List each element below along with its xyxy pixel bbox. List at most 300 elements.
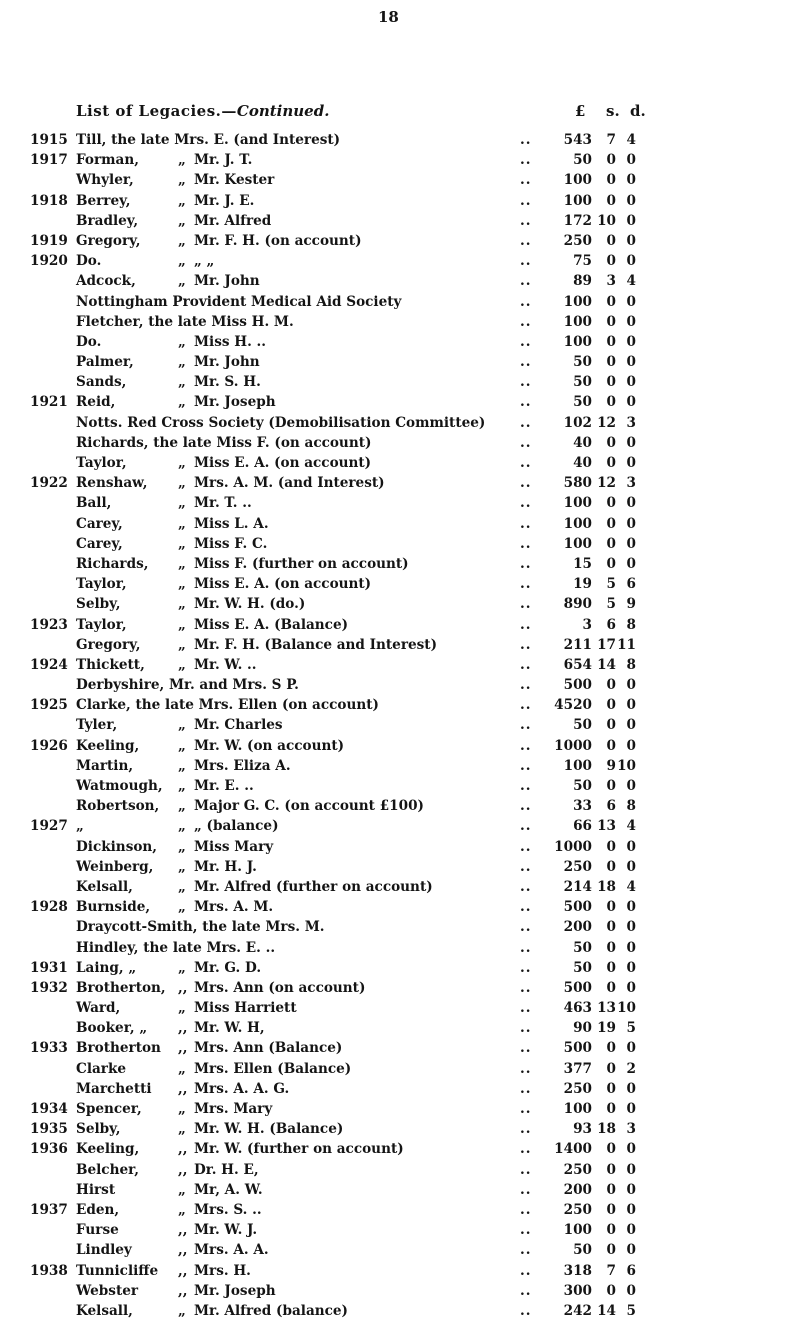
leader-dots: .. bbox=[520, 1121, 532, 1138]
leader-dots: .. bbox=[520, 1101, 532, 1117]
row-surname: Tyler, bbox=[76, 717, 118, 734]
row-year: 1931 bbox=[30, 959, 68, 976]
row-ditto-mark: „ bbox=[178, 475, 186, 492]
row-legatee: Miss L. A. bbox=[194, 515, 269, 532]
row-pounds: 50 bbox=[573, 394, 592, 411]
leader-dots: .. bbox=[520, 979, 532, 996]
row-pounds: 250 bbox=[563, 1161, 592, 1178]
table-row bbox=[0, 816, 800, 836]
row-shillings: 0 bbox=[606, 455, 616, 471]
row-surname: Lindley bbox=[76, 1242, 132, 1259]
row-shillings: 7 bbox=[606, 1262, 616, 1279]
row-surname: Do. bbox=[76, 333, 102, 350]
row-pence: 0 bbox=[626, 1040, 636, 1057]
row-pounds: 250 bbox=[563, 858, 592, 875]
row-surname: Adcock, bbox=[76, 273, 136, 290]
row-shillings: 19 bbox=[597, 1020, 616, 1037]
table-row bbox=[0, 312, 800, 332]
row-pounds: 100 bbox=[563, 172, 592, 189]
row-surname: Spencer, bbox=[76, 1101, 142, 1117]
row-year: 1935 bbox=[30, 1121, 68, 1138]
table-row bbox=[0, 493, 800, 513]
row-pence: 0 bbox=[626, 697, 636, 714]
row-shillings: 5 bbox=[606, 596, 616, 613]
row-shillings: 0 bbox=[606, 374, 616, 391]
row-pounds: 654 bbox=[563, 656, 592, 673]
row-pence: 0 bbox=[626, 394, 636, 411]
row-legatee: Mr. John bbox=[194, 354, 260, 371]
row-shillings: 0 bbox=[606, 535, 616, 552]
row-surname: Gregory, bbox=[76, 636, 141, 653]
row-legatee: Mr. W. H. (Balance) bbox=[194, 1121, 344, 1138]
row-pounds: 102 bbox=[563, 414, 592, 431]
table-row bbox=[0, 857, 800, 877]
row-shillings: 0 bbox=[606, 677, 616, 694]
row-pence: 10 bbox=[617, 1000, 636, 1017]
row-surname: Hirst bbox=[76, 1181, 116, 1198]
row-pence: 0 bbox=[626, 939, 636, 956]
row-pounds: 50 bbox=[573, 959, 592, 976]
table-row bbox=[0, 1220, 800, 1240]
row-pence: 0 bbox=[626, 152, 636, 169]
leader-dots: .. bbox=[520, 1161, 532, 1178]
row-ditto-mark: „ bbox=[178, 717, 186, 734]
row-shillings: 0 bbox=[606, 979, 616, 996]
row-legatee: Mr. J. T. bbox=[194, 152, 253, 169]
row-ditto-mark: „ bbox=[178, 374, 186, 391]
leader-dots: .. bbox=[520, 253, 532, 270]
row-shillings: 0 bbox=[606, 697, 616, 714]
leader-dots: .. bbox=[520, 293, 532, 310]
row-legatee: Mr. W. H. (do.) bbox=[194, 596, 306, 613]
row-surname: Palmer, bbox=[76, 354, 134, 371]
row-ditto-mark: „ bbox=[178, 656, 186, 673]
row-ditto-mark: „ bbox=[178, 1302, 186, 1319]
row-year: 1936 bbox=[30, 1141, 68, 1158]
row-pounds: 50 bbox=[573, 1242, 592, 1259]
row-pounds: 500 bbox=[563, 677, 592, 694]
row-ditto-mark: ,, bbox=[178, 1020, 188, 1037]
row-legatee: Mrs. Ann (Balance) bbox=[194, 1040, 343, 1057]
row-surname: Burnside, bbox=[76, 899, 151, 916]
row-year: 1934 bbox=[30, 1101, 68, 1117]
row-pence: 4 bbox=[626, 273, 636, 290]
row-pounds: 250 bbox=[563, 1201, 592, 1218]
row-description: Clarke, the late Mrs. Ellen (on account) bbox=[76, 697, 379, 714]
row-legatee: Mr. F. H. (Balance and Interest) bbox=[194, 636, 438, 653]
row-shillings: 14 bbox=[597, 1302, 616, 1319]
row-shillings: 0 bbox=[606, 939, 616, 956]
row-pence: 6 bbox=[626, 576, 636, 593]
row-shillings: 0 bbox=[606, 333, 616, 350]
leader-dots: .. bbox=[520, 455, 532, 471]
row-shillings: 0 bbox=[606, 313, 616, 330]
row-shillings: 13 bbox=[597, 818, 616, 835]
table-row bbox=[0, 796, 800, 816]
table-row bbox=[0, 776, 800, 796]
row-ditto-mark: „ bbox=[178, 737, 186, 754]
row-pence: 0 bbox=[626, 1141, 636, 1158]
row-ditto-mark: „ bbox=[178, 535, 186, 552]
row-pounds: 50 bbox=[573, 152, 592, 169]
row-shillings: 0 bbox=[606, 232, 616, 249]
table-row bbox=[0, 877, 800, 897]
row-shillings: 0 bbox=[606, 192, 616, 209]
row-shillings: 0 bbox=[606, 858, 616, 875]
row-pence: 0 bbox=[626, 737, 636, 754]
row-year: 1928 bbox=[30, 899, 68, 916]
row-ditto-mark: „ bbox=[178, 858, 186, 875]
row-surname: Carey, bbox=[76, 515, 123, 532]
row-shillings: 0 bbox=[606, 899, 616, 916]
row-pounds: 15 bbox=[573, 555, 592, 572]
row-pounds: 19 bbox=[573, 576, 592, 593]
row-pence: 10 bbox=[617, 757, 636, 774]
table-row bbox=[0, 453, 800, 473]
row-shillings: 0 bbox=[606, 1141, 616, 1158]
row-ditto-mark: „ bbox=[178, 636, 186, 653]
row-shillings: 0 bbox=[606, 515, 616, 532]
row-pence: 9 bbox=[626, 596, 636, 613]
row-ditto-mark: „ bbox=[178, 273, 186, 290]
table-row bbox=[0, 271, 800, 291]
row-pence: 0 bbox=[626, 192, 636, 209]
row-pounds: 100 bbox=[563, 1222, 592, 1239]
row-pounds: 1400 bbox=[554, 1141, 592, 1158]
table-row bbox=[0, 514, 800, 534]
row-pence: 0 bbox=[626, 1222, 636, 1239]
table-row bbox=[0, 130, 800, 150]
row-legatee: Mr. Alfred (further on account) bbox=[194, 878, 433, 895]
row-year: 1926 bbox=[30, 737, 68, 754]
table-row bbox=[0, 534, 800, 554]
row-year: 1919 bbox=[30, 232, 68, 249]
row-pence: 6 bbox=[626, 1262, 636, 1279]
row-surname: Belcher, bbox=[76, 1161, 140, 1178]
row-ditto-mark: „ bbox=[178, 253, 186, 270]
row-shillings: 3 bbox=[606, 273, 616, 290]
row-pounds: 100 bbox=[563, 333, 592, 350]
row-surname: Berrey, bbox=[76, 192, 131, 209]
table-row bbox=[0, 292, 800, 312]
row-year: 1918 bbox=[30, 192, 68, 209]
row-legatee: Mr. E. .. bbox=[194, 778, 254, 794]
row-pounds: 93 bbox=[573, 1121, 592, 1138]
row-pence: 0 bbox=[626, 313, 636, 330]
row-shillings: 0 bbox=[606, 717, 616, 734]
table-row bbox=[0, 897, 800, 917]
table-row bbox=[0, 736, 800, 756]
row-pounds: 40 bbox=[573, 434, 592, 451]
table-row bbox=[0, 372, 800, 392]
row-shillings: 0 bbox=[606, 354, 616, 371]
row-legatee: Mr. Joseph bbox=[194, 394, 276, 411]
row-pence: 0 bbox=[626, 1101, 636, 1117]
table-row bbox=[0, 998, 800, 1018]
row-surname: Brotherton, bbox=[76, 979, 166, 996]
row-legatee: Mr. F. H. (on account) bbox=[194, 232, 362, 249]
row-description: Fletcher, the late Miss H. M. bbox=[76, 313, 294, 330]
row-ditto-mark: ,, bbox=[178, 1222, 188, 1239]
row-pence: 5 bbox=[626, 1302, 636, 1319]
table-row bbox=[0, 1038, 800, 1058]
row-pence: 0 bbox=[626, 899, 636, 916]
leader-dots: .. bbox=[520, 475, 532, 492]
row-ditto-mark: „ bbox=[178, 172, 186, 189]
row-surname: Reid, bbox=[76, 394, 116, 411]
row-ditto-mark: „ bbox=[178, 1201, 186, 1218]
row-surname: Eden, bbox=[76, 1201, 120, 1218]
leader-dots: .. bbox=[520, 1080, 532, 1097]
row-ditto-mark: „ bbox=[178, 515, 186, 532]
row-shillings: 0 bbox=[606, 838, 616, 855]
leader-dots: .. bbox=[520, 858, 532, 875]
row-pounds: 50 bbox=[573, 374, 592, 391]
row-pounds: 463 bbox=[563, 1000, 592, 1017]
leader-dots: .. bbox=[520, 919, 532, 936]
row-ditto-mark: ,, bbox=[178, 1161, 188, 1178]
leader-dots: .. bbox=[520, 152, 532, 169]
row-ditto-mark: „ bbox=[178, 455, 186, 471]
table-row bbox=[0, 433, 800, 453]
row-legatee: Mrs. Mary bbox=[194, 1101, 273, 1117]
row-pence: 4 bbox=[626, 878, 636, 895]
row-ditto-mark: ,, bbox=[178, 1141, 188, 1158]
row-shillings: 0 bbox=[606, 152, 616, 169]
legacies-table bbox=[0, 130, 800, 1321]
leader-dots: .. bbox=[520, 697, 532, 714]
row-ditto-mark: „ bbox=[178, 152, 186, 169]
row-pounds: 90 bbox=[573, 1020, 592, 1037]
leader-dots: .. bbox=[520, 273, 532, 290]
row-surname: Webster bbox=[76, 1282, 139, 1299]
row-pence: 3 bbox=[626, 475, 636, 492]
row-pounds: 200 bbox=[563, 1181, 592, 1198]
table-row bbox=[0, 938, 800, 958]
row-shillings: 0 bbox=[606, 434, 616, 451]
row-pence: 0 bbox=[626, 455, 636, 471]
list-header bbox=[0, 102, 800, 124]
table-row bbox=[0, 958, 800, 978]
table-row bbox=[0, 1119, 800, 1139]
row-pounds: 1000 bbox=[554, 737, 592, 754]
row-year: 1924 bbox=[30, 656, 68, 673]
row-pounds: 40 bbox=[573, 455, 592, 471]
row-shillings: 9 bbox=[606, 757, 616, 774]
row-pounds: 100 bbox=[563, 192, 592, 209]
leader-dots: .. bbox=[520, 1141, 532, 1158]
row-shillings: 0 bbox=[606, 737, 616, 754]
row-pounds: 50 bbox=[573, 939, 592, 956]
row-legatee: Mr. John bbox=[194, 273, 260, 290]
row-description: Till, the late Mrs. E. (and Interest) bbox=[76, 132, 341, 148]
leader-dots: .. bbox=[520, 1262, 532, 1279]
row-shillings: 0 bbox=[606, 1161, 616, 1178]
leader-dots: .. bbox=[520, 1282, 532, 1299]
row-legatee: Mr. Joseph bbox=[194, 1282, 276, 1299]
table-row bbox=[0, 574, 800, 594]
row-pounds: 200 bbox=[563, 919, 592, 936]
row-pence: 0 bbox=[626, 495, 636, 512]
row-ditto-mark: „ bbox=[178, 616, 186, 633]
row-surname: Richards, bbox=[76, 555, 149, 572]
row-year: 1933 bbox=[30, 1040, 68, 1057]
row-pounds: 250 bbox=[563, 232, 592, 249]
leader-dots: .. bbox=[520, 596, 532, 613]
row-pounds: 890 bbox=[563, 596, 592, 613]
row-legatee: Miss E. A. (on account) bbox=[194, 576, 372, 593]
row-description: Notts. Red Cross Society (Demobilisation Committee) bbox=[76, 414, 486, 431]
row-surname: Renshaw, bbox=[76, 475, 148, 492]
leader-dots: .. bbox=[520, 515, 532, 532]
row-ditto-mark: „ bbox=[178, 192, 186, 209]
row-pence: 0 bbox=[626, 515, 636, 532]
row-shillings: 0 bbox=[606, 495, 616, 512]
row-legatee: Miss Harriett bbox=[194, 1000, 297, 1017]
table-row bbox=[0, 554, 800, 574]
row-legatee: Mr, A. W. bbox=[194, 1181, 263, 1198]
leader-dots: .. bbox=[520, 1000, 532, 1017]
row-ditto-mark: ,, bbox=[178, 1040, 188, 1057]
row-surname: Selby, bbox=[76, 1121, 121, 1138]
row-shillings: 5 bbox=[606, 576, 616, 593]
row-shillings: 17 bbox=[597, 636, 616, 653]
leader-dots: .. bbox=[520, 1302, 532, 1319]
row-ditto-mark: ,, bbox=[178, 1242, 188, 1259]
leader-dots: .. bbox=[520, 576, 532, 593]
row-legatee: „ „ bbox=[194, 253, 215, 270]
row-shillings: 0 bbox=[606, 778, 616, 794]
row-ditto-mark: „ bbox=[178, 576, 186, 593]
row-legatee: Mr. Charles bbox=[194, 717, 283, 734]
row-ditto-mark: „ bbox=[178, 555, 186, 572]
leader-dots: .. bbox=[520, 232, 532, 249]
row-pence: 8 bbox=[626, 616, 636, 633]
table-row bbox=[0, 655, 800, 675]
row-legatee: Mr. J. E. bbox=[194, 192, 255, 209]
row-pounds: 4520 bbox=[554, 697, 592, 714]
row-year: 1927 bbox=[30, 818, 68, 835]
row-year: 1920 bbox=[30, 253, 68, 270]
row-legatee: Miss Mary bbox=[194, 838, 274, 855]
column-head-pence: d. bbox=[630, 102, 646, 120]
row-legatee: Mrs. Eliza A. bbox=[194, 757, 291, 774]
row-surname: Brotherton bbox=[76, 1040, 161, 1057]
row-surname: Gregory, bbox=[76, 232, 141, 249]
row-shillings: 0 bbox=[606, 1222, 616, 1239]
table-row bbox=[0, 635, 800, 655]
row-pence: 0 bbox=[626, 1161, 636, 1178]
row-surname: Laing, „ bbox=[76, 959, 137, 976]
table-row bbox=[0, 1018, 800, 1038]
row-shillings: 6 bbox=[606, 616, 616, 633]
row-legatee: Miss E. A. (on account) bbox=[194, 455, 372, 471]
table-row bbox=[0, 1139, 800, 1159]
row-pence: 4 bbox=[626, 818, 636, 835]
row-legatee: Mr. T. .. bbox=[194, 495, 252, 512]
row-year: 1917 bbox=[30, 152, 68, 169]
leader-dots: .. bbox=[520, 717, 532, 734]
row-year: 1921 bbox=[30, 394, 68, 411]
row-ditto-mark: „ bbox=[178, 1121, 186, 1138]
row-pence: 3 bbox=[626, 1121, 636, 1138]
row-pounds: 100 bbox=[563, 293, 592, 310]
table-row bbox=[0, 211, 800, 231]
row-surname: Keeling, bbox=[76, 1141, 140, 1158]
row-pounds: 543 bbox=[563, 132, 592, 148]
row-description: Richards, the late Miss F. (on account) bbox=[76, 434, 372, 451]
row-pence: 0 bbox=[626, 979, 636, 996]
row-pounds: 50 bbox=[573, 717, 592, 734]
table-row bbox=[0, 1079, 800, 1099]
row-description: Draycott-Smith, the late Mrs. M. bbox=[76, 919, 325, 936]
row-pounds: 172 bbox=[563, 212, 592, 229]
row-ditto-mark: „ bbox=[178, 1101, 186, 1117]
leader-dots: .. bbox=[520, 939, 532, 956]
leader-dots: .. bbox=[520, 1222, 532, 1239]
row-surname: Dickinson, bbox=[76, 838, 158, 855]
row-pence: 5 bbox=[626, 1020, 636, 1037]
row-pounds: 500 bbox=[563, 1040, 592, 1057]
table-row bbox=[0, 615, 800, 635]
leader-dots: .. bbox=[520, 414, 532, 431]
row-shillings: 0 bbox=[606, 555, 616, 572]
row-pounds: 500 bbox=[563, 979, 592, 996]
row-pence: 0 bbox=[626, 778, 636, 794]
row-pounds: 89 bbox=[573, 273, 592, 290]
row-legatee: Mr. W. (on account) bbox=[194, 737, 345, 754]
leader-dots: .. bbox=[520, 757, 532, 774]
row-pounds: 250 bbox=[563, 1080, 592, 1097]
list-title bbox=[76, 102, 329, 120]
row-ditto-mark: „ bbox=[178, 596, 186, 613]
row-pence: 0 bbox=[626, 172, 636, 189]
row-legatee: Mrs. A. M. (and Interest) bbox=[194, 475, 385, 492]
row-legatee: Mr. Alfred bbox=[194, 212, 272, 229]
row-ditto-mark: „ bbox=[178, 1000, 186, 1017]
leader-dots: .. bbox=[520, 838, 532, 855]
row-pounds: 66 bbox=[573, 818, 592, 835]
leader-dots: .. bbox=[520, 374, 532, 391]
list-title-continued: Continued. bbox=[236, 102, 330, 120]
row-pence: 3 bbox=[626, 414, 636, 431]
table-row bbox=[0, 1200, 800, 1220]
leader-dots: .. bbox=[520, 1040, 532, 1057]
row-legatee: Mrs. Ann (on account) bbox=[194, 979, 366, 996]
leader-dots: .. bbox=[520, 818, 532, 835]
row-pence: 0 bbox=[626, 677, 636, 694]
row-pence: 2 bbox=[626, 1060, 636, 1077]
row-ditto-mark: „ bbox=[178, 495, 186, 512]
row-year: 1938 bbox=[30, 1262, 68, 1279]
leader-dots: .. bbox=[520, 495, 532, 512]
row-legatee: Mrs. S. .. bbox=[194, 1201, 262, 1218]
leader-dots: .. bbox=[520, 616, 532, 633]
row-ditto-mark: „ bbox=[178, 333, 186, 350]
row-surname: Sands, bbox=[76, 374, 127, 391]
row-ditto-mark: „ bbox=[178, 959, 186, 976]
row-pounds: 100 bbox=[563, 1101, 592, 1117]
table-row bbox=[0, 1059, 800, 1079]
leader-dots: .. bbox=[520, 636, 532, 653]
row-pounds: 75 bbox=[573, 253, 592, 270]
row-pounds: 100 bbox=[563, 535, 592, 552]
row-pence: 0 bbox=[626, 293, 636, 310]
row-pounds: 100 bbox=[563, 757, 592, 774]
row-year: 1937 bbox=[30, 1201, 68, 1218]
table-row bbox=[0, 1240, 800, 1260]
row-ditto-mark: „ bbox=[178, 798, 186, 815]
